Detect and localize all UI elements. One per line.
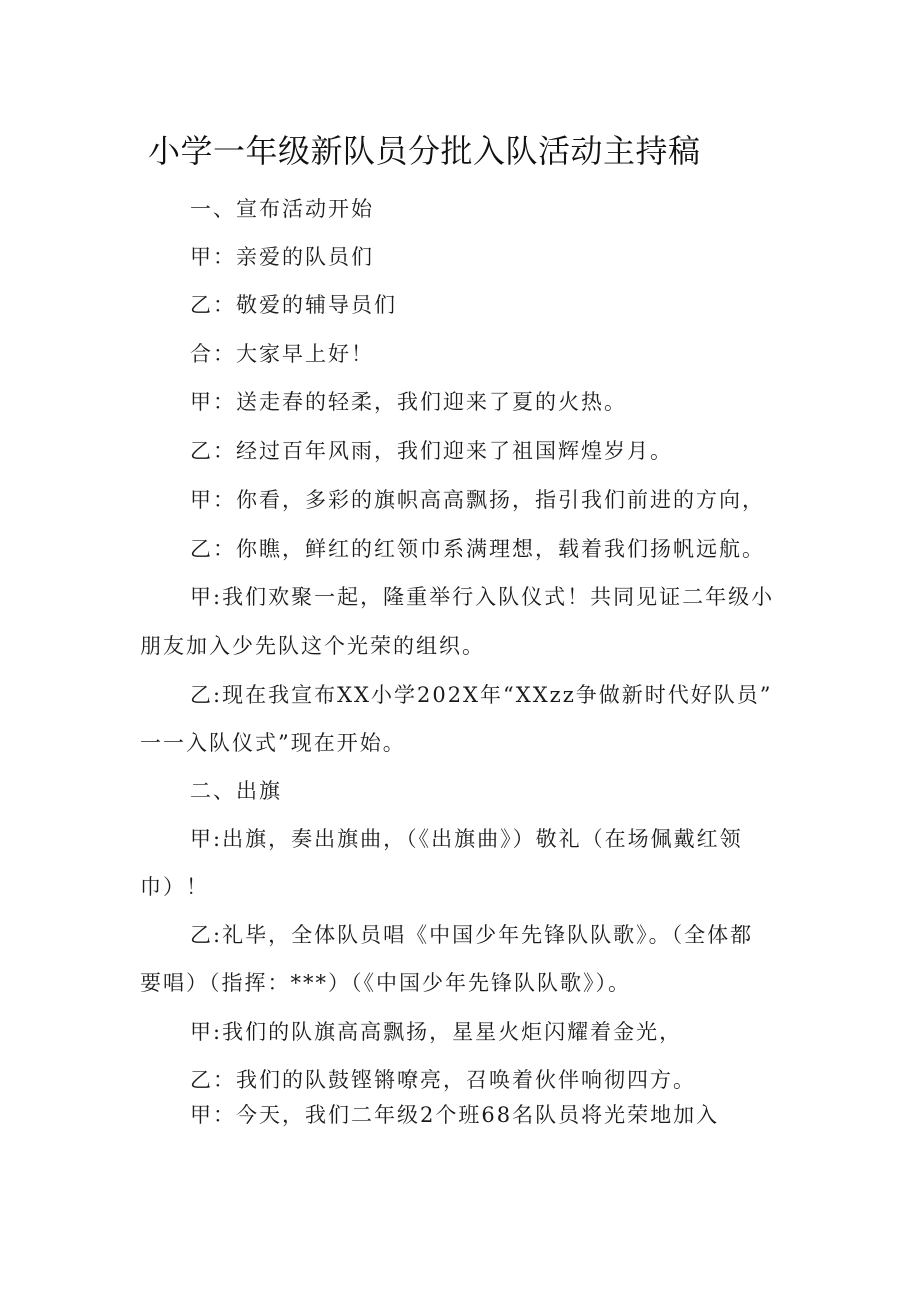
- paragraph-line: 朋友加入少先队这个光荣的组织。: [140, 634, 485, 658]
- paragraph-line: 甲:我们欢聚一起，隆重举行入队仪式！共同见证二年级小: [190, 585, 775, 609]
- paragraph-line: 要唱）（指挥：***）（《中国少年先锋队队歌》）。: [140, 971, 631, 995]
- paragraph-line: 乙：你瞧，鲜红的红领巾系满理想，载着我们扬帆远航。: [190, 537, 765, 561]
- paragraph-line: 乙:礼毕，全体队员唱《中国少年先锋队队歌》。（全体都: [190, 923, 754, 947]
- paragraph-line: 乙：敬爱的辅导员们: [190, 293, 397, 317]
- document-title: 小学一年级新队员分批入队活动主持稿: [148, 132, 701, 170]
- section-heading-2: 二、出旗: [190, 779, 282, 803]
- paragraph-line: 甲：今天，我们二年级2个班68名队员将光荣地加入: [190, 1103, 720, 1127]
- paragraph-line: 甲：你看，多彩的旗帜高高飘扬，指引我们前进的方向，: [190, 488, 765, 512]
- paragraph-line: 乙：我们的队鼓铿锵嘹亮，召唤着伙伴响彻四方。: [190, 1068, 696, 1092]
- paragraph-line: 甲：亲爱的队员们: [190, 245, 374, 269]
- section-heading-1: 一、宣布活动开始: [190, 197, 374, 221]
- paragraph-line: 合：大家早上好！: [190, 342, 374, 366]
- paragraph-line: 甲：送走春的轻柔，我们迎来了夏的火热。: [190, 390, 627, 414]
- paragraph-line: 甲:我们的队旗高高飘扬，星星火炬闪耀着金光，: [190, 1020, 683, 1044]
- paragraph-line: 一一入队仪式”现在开始。: [140, 731, 406, 755]
- paragraph-line: 乙:现在我宣布XX小学202X年“XXzz争做新时代好队员”: [190, 683, 773, 707]
- paragraph-line: 甲:出旗，奏出旗曲，（《出旗曲》）敬礼（在场佩戴红领: [190, 827, 743, 851]
- paragraph-line: 巾）！: [140, 875, 209, 899]
- paragraph-line: 乙：经过百年风雨，我们迎来了祖国辉煌岁月。: [190, 439, 673, 463]
